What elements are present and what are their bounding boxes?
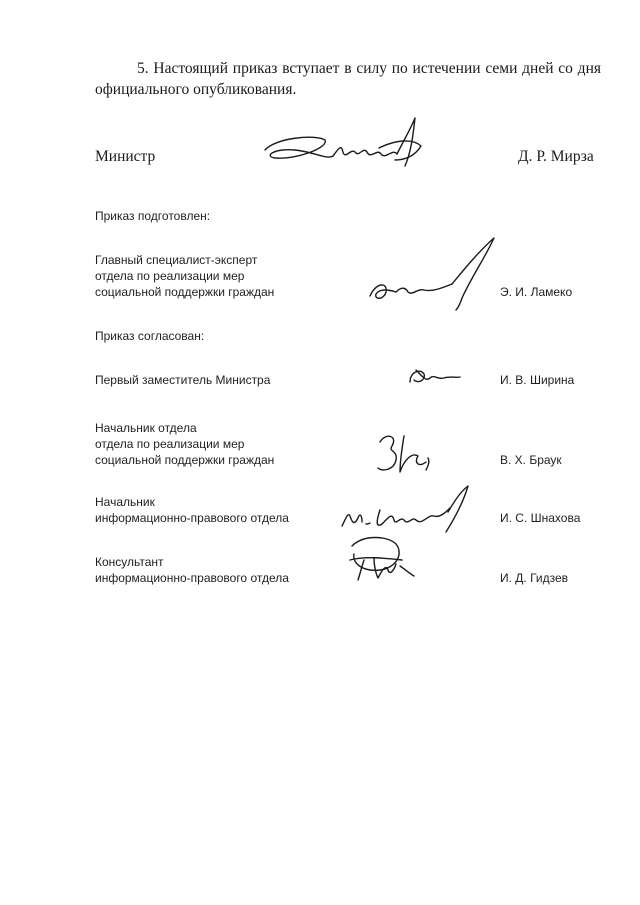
signatory-name: И. С. Шнахова	[500, 511, 581, 525]
signatory-position: Первый заместитель Министра	[95, 373, 271, 387]
signatory-name: И. Д. Гидзев	[500, 571, 569, 585]
prepared-signatory	[95, 250, 615, 300]
agreed-signatory-2	[95, 418, 615, 468]
agreed-signature-4	[344, 530, 424, 586]
agreed-signature-2	[370, 428, 440, 480]
prepared-signature	[362, 232, 512, 314]
signatory-position: Консультант информационно-правового отдела	[95, 555, 289, 585]
agreed-label: Приказ согласован:	[95, 329, 205, 343]
signatory-position: Начальник информационно-правового отдела	[95, 495, 289, 525]
agreed-signature-1	[404, 362, 464, 392]
signatory-name: И. В. Ширина	[500, 373, 575, 387]
signatory-name: В. Х. Браук	[500, 453, 562, 467]
signatory-position: Главный специалист-эксперт отдела по реализации мер социальной поддержки граждан	[95, 253, 275, 299]
clause-paragraph: 5. Настоящий приказ вступает в силу по истечении семи дней со дня официального опубликования.	[95, 60, 601, 98]
signatory-position: Начальник отдела отдела по реализации мер социальной поддержки граждан	[95, 421, 275, 467]
minister-name: Д. Р. Мирза	[518, 148, 594, 165]
signatory-name: Э. И. Ламеко	[500, 285, 573, 299]
minister-title: Министр	[95, 148, 156, 165]
agreed-signatory-1	[95, 370, 615, 388]
minister-signature	[255, 108, 445, 188]
prepared-label: Приказ подготовлен:	[95, 209, 211, 223]
